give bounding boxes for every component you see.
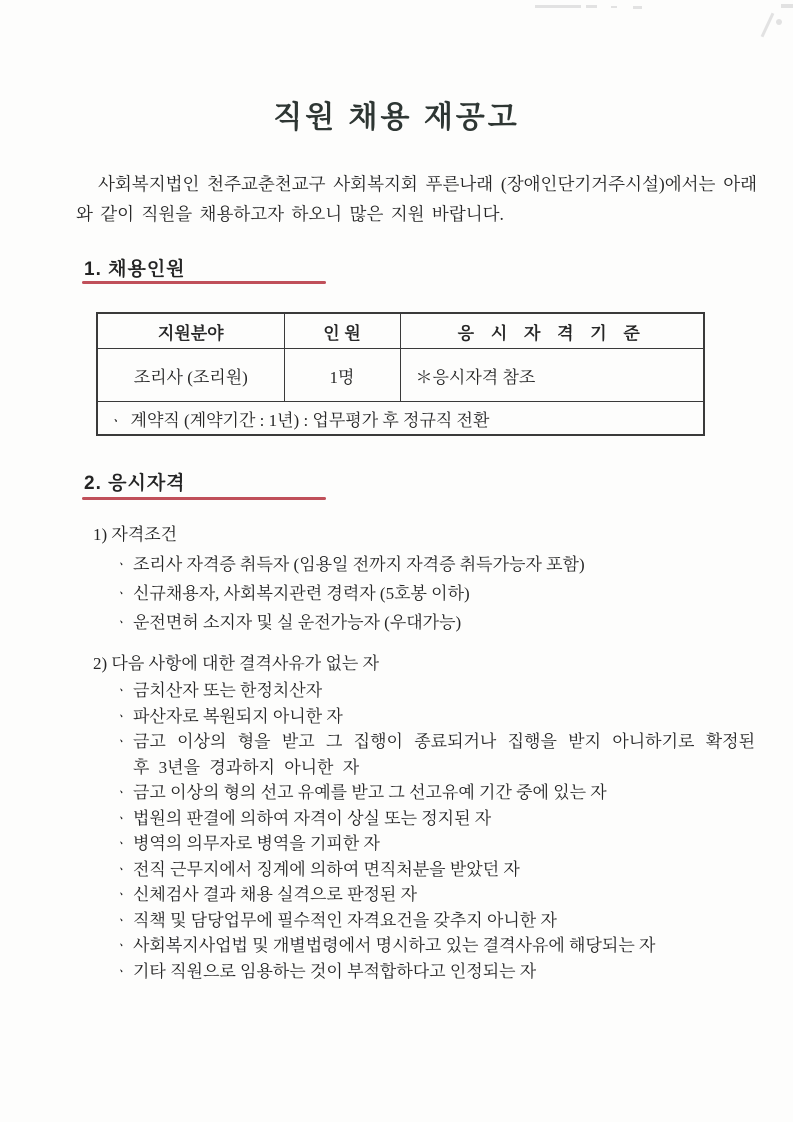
- list-item: [93, 959, 755, 985]
- list-item-text: 법원의 판결에 의하여 자격이 상실 또는 정지된 자: [133, 808, 492, 828]
- list-item-text: 직책 및 담당업무에 필수적인 자격요건을 갖추지 아니한 자: [133, 910, 557, 930]
- list-item: [93, 882, 755, 908]
- list-item: [93, 780, 755, 806]
- scan-artifact: [611, 6, 617, 8]
- table-row: [97, 349, 704, 402]
- list-item: [93, 908, 755, 934]
- eligibility-lists: [93, 520, 755, 984]
- bullet-glyph: ㆍ: [115, 586, 128, 601]
- bullet-glyph: ㆍ: [115, 938, 128, 953]
- qualification-group: [93, 520, 755, 637]
- recruitment-table: [96, 312, 705, 436]
- list-item-text: 병역의 의무자로 병역을 기피한 자: [133, 834, 380, 853]
- list-item: [93, 550, 755, 579]
- scan-artifact: [781, 4, 793, 8]
- list-item: [93, 831, 755, 857]
- table-note-row: [97, 402, 704, 436]
- list-item-text: 운전면허 소지자 및 실 운전가능자 (우대가능): [133, 613, 462, 632]
- bullet-glyph: ㆍ: [115, 785, 128, 800]
- list-item-text: 금치산자 또는 한정치산자: [133, 681, 323, 700]
- list-item-text: 파산자로 복원되지 아니한 자: [133, 706, 343, 726]
- contract-note-text: 계약직 (계약기간 : 1년) : 업무평가 후 정규직 전환: [130, 410, 490, 430]
- scan-artifact: [776, 19, 782, 25]
- bullet-glyph: ㆍ: [115, 708, 128, 724]
- list-item-text: 조리사 자격증 취득자 (임용일 전까지 자격증 취득가능자 포함): [133, 555, 585, 574]
- list-item-text: 기타 직원으로 임용하는 것이 부적합하다고 인정되는 자: [133, 961, 537, 981]
- group-label: 2) 다음 사항에 대한 결격사유가 없는 자: [93, 654, 379, 673]
- list-item-text: 신체검사 결과 채용 실격으로 판정된 자: [133, 885, 418, 904]
- header-cell-position: 지원분야: [97, 313, 284, 349]
- list-item: [93, 704, 755, 730]
- bullet-glyph: ㆍ: [115, 734, 128, 749]
- section-1-heading: 1. 채용인원: [84, 259, 186, 280]
- bullet-glyph: ㆍ: [115, 683, 128, 698]
- cell-position: 조리사 (조리원): [97, 349, 284, 402]
- bullet-glyph: ㆍ: [115, 557, 128, 572]
- cell-count: 1명: [284, 349, 400, 402]
- bullet-glyph: ㆍ: [115, 861, 128, 877]
- scan-artifact: [535, 5, 581, 8]
- list-item: [93, 857, 755, 883]
- list-item-text: 사회복지사업법 및 개별법령에서 명시하고 있는 결격사유에 해당되는 자: [133, 936, 656, 955]
- list-item-text: 금고 이상의 형의 선고 유예를 받고 그 선고유예 기간 중에 있는 자: [133, 783, 607, 802]
- section-2-rule: [82, 497, 326, 500]
- section-1-rule: [82, 281, 326, 284]
- header-cell-criteria: 응 시 자 격 기 준: [400, 313, 704, 349]
- bullet-glyph: ㆍ: [115, 912, 128, 928]
- cell-criteria: ＊응시자격 참조: [400, 349, 704, 402]
- list-item: [93, 608, 755, 637]
- list-item: [93, 806, 755, 832]
- list-item-text: 전직 근무지에서 징계에 의하여 면직처분을 받았던 자: [133, 859, 520, 879]
- scan-artifact: [586, 5, 597, 8]
- bullet-glyph: ㆍ: [115, 615, 128, 630]
- list-item-text: 신규채용자, 사회복지관련 경력자 (5호봉 이하): [133, 584, 470, 603]
- scan-artifact: [633, 6, 642, 9]
- page-title: 직원 채용 재공고: [273, 101, 520, 134]
- cell-contract-note: [97, 402, 704, 436]
- list-item-text: 금고 이상의 형을 받고 그 집행이 종료되거나 집행을 받지 아니하기로 확정된 후 3년을 경과하지 아니한 자: [133, 732, 755, 777]
- bullet-glyph: ㆍ: [115, 963, 128, 979]
- list-item: [93, 729, 755, 780]
- disqualification-group: [93, 650, 755, 984]
- list-item: [93, 579, 755, 608]
- bullet-glyph: ㆍ: [115, 810, 128, 826]
- intro-paragraph: 사회복지법인 천주교춘천교구 사회복지회 푸른나래 (장애인단기거주시설)에서는 아래와 같이 직원을 채용하고자 하오니 많은 지원 바랍니다.: [76, 174, 757, 224]
- group-label: 1) 자격조건: [93, 525, 178, 544]
- section-2-heading: 2. 응시자격: [84, 473, 186, 494]
- bullet-glyph: ㆍ: [115, 836, 128, 851]
- header-cell-count: 인 원: [284, 313, 400, 349]
- bullet-glyph: ㆍ: [115, 887, 128, 902]
- list-item: [93, 933, 755, 959]
- table-header-row: [97, 313, 704, 349]
- bullet-glyph: ㆍ: [109, 414, 123, 430]
- scan-artifact: [761, 13, 775, 38]
- list-item: [93, 678, 755, 704]
